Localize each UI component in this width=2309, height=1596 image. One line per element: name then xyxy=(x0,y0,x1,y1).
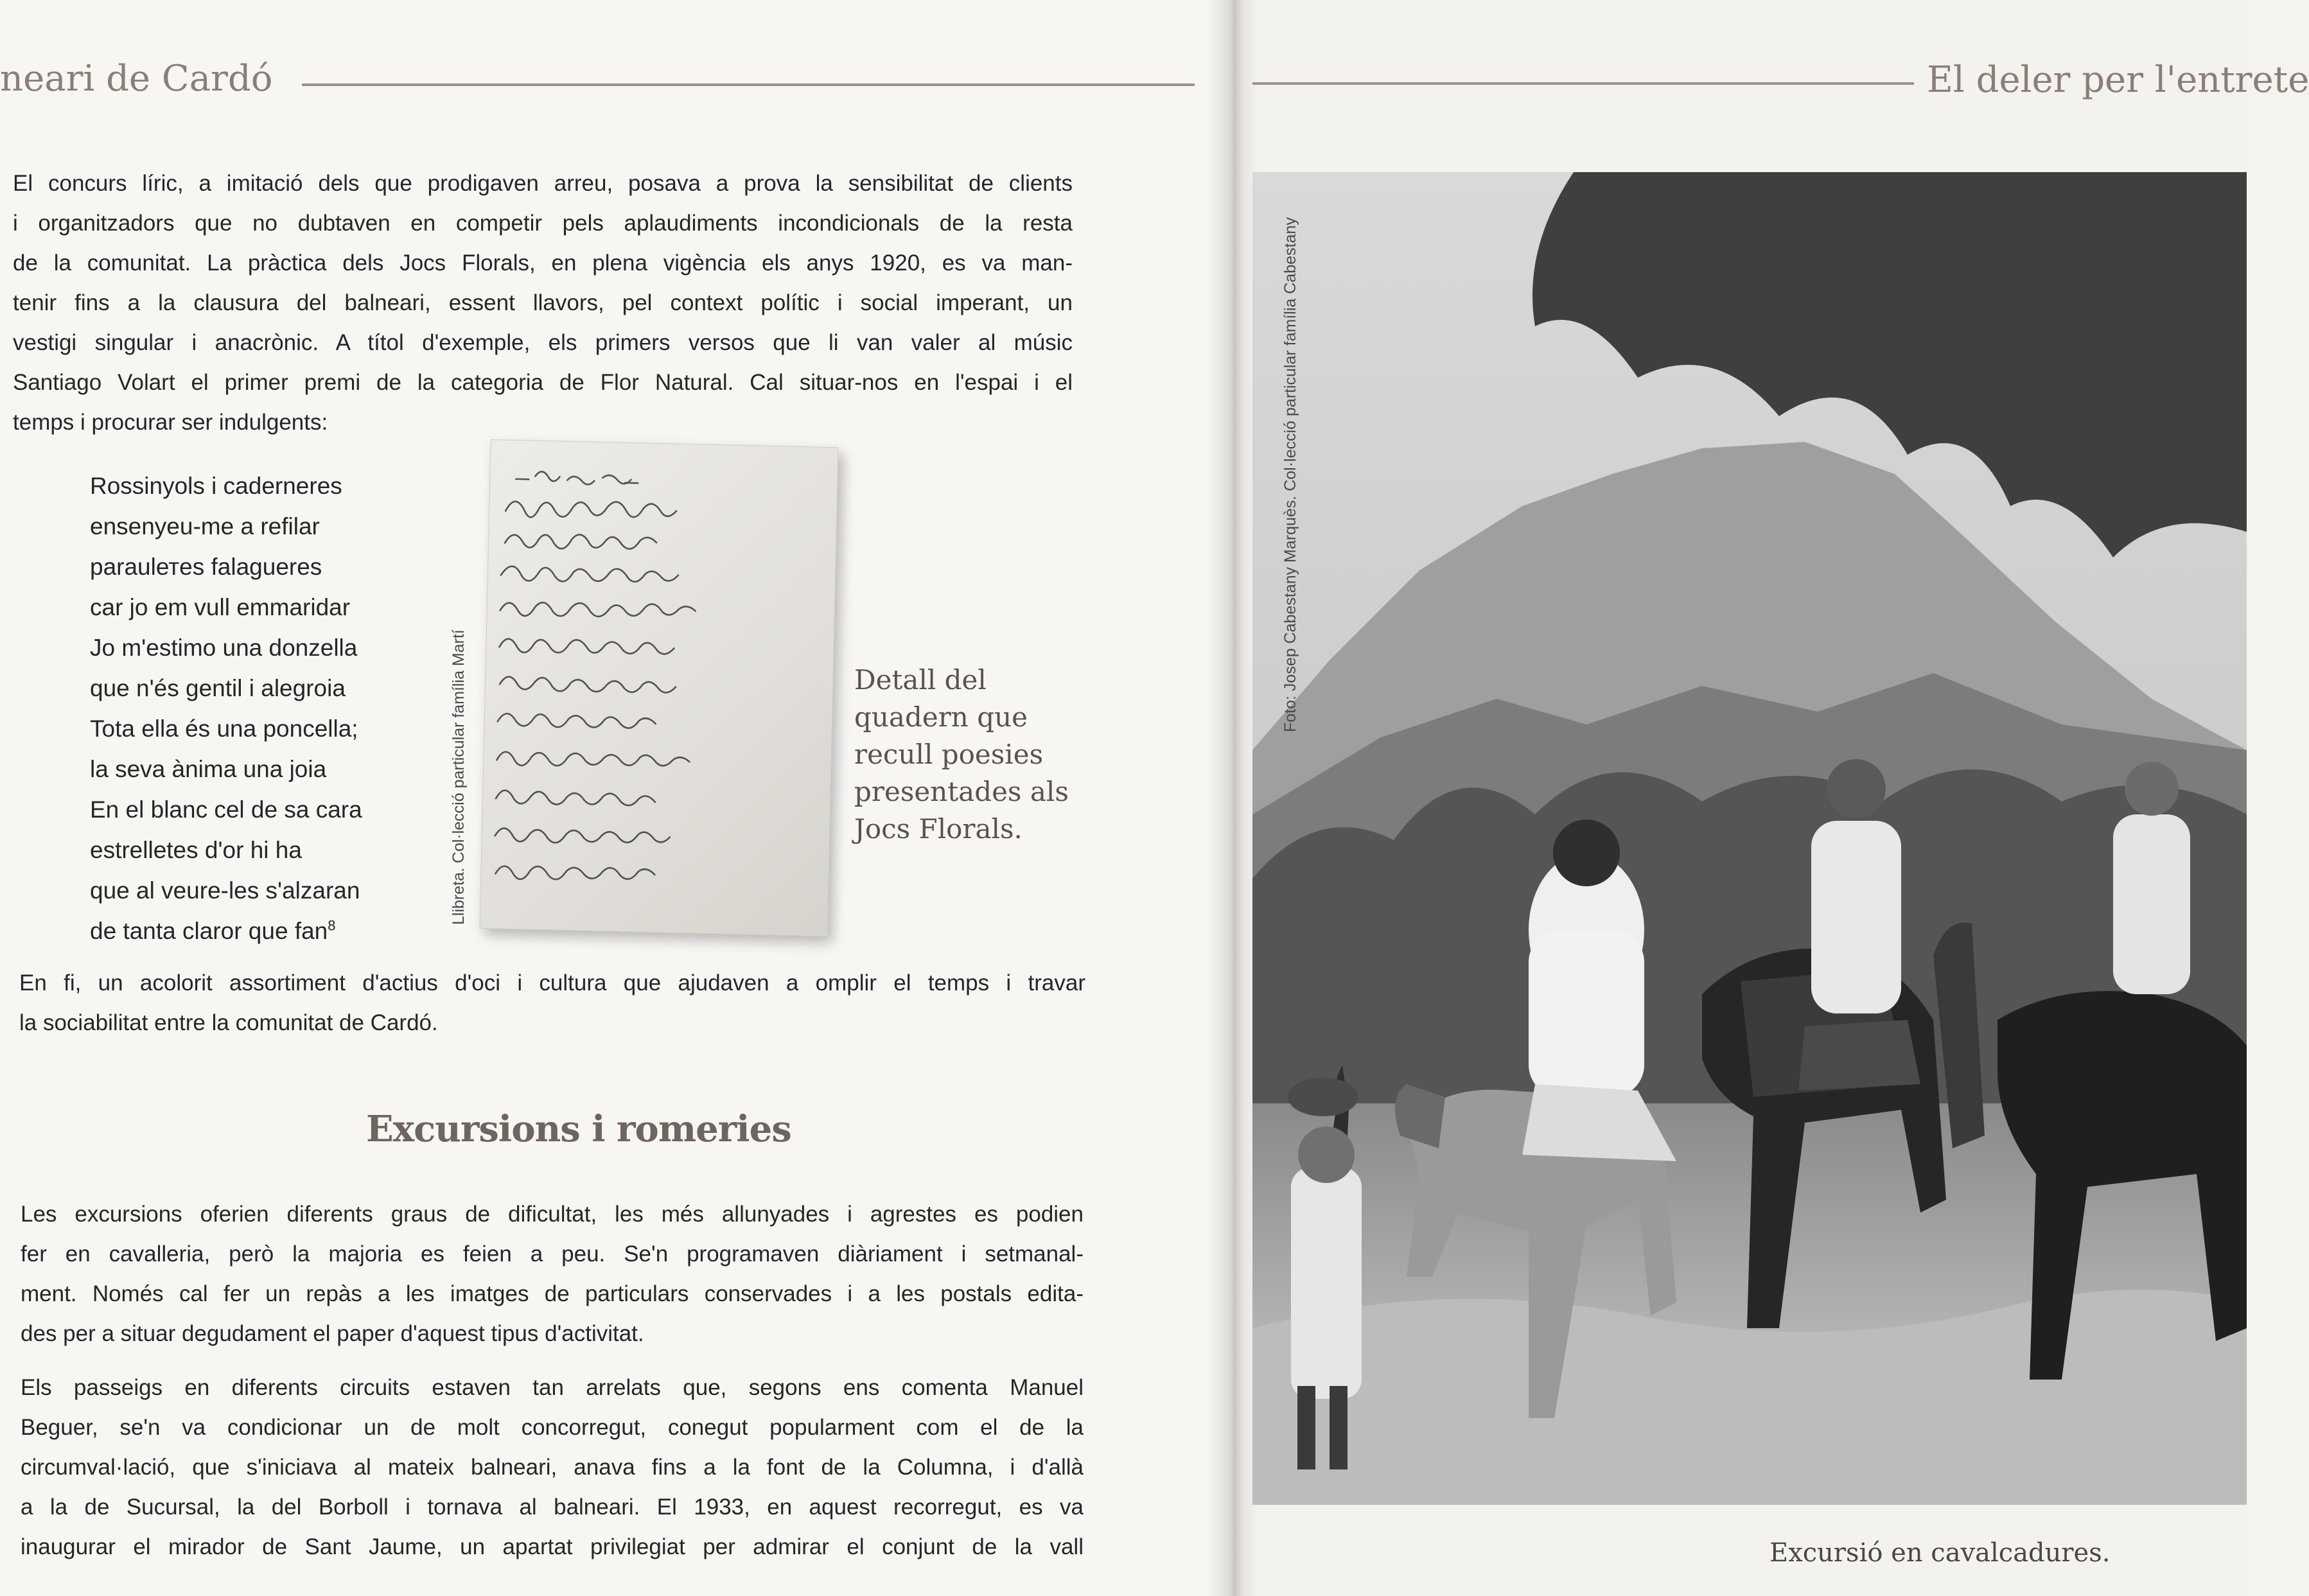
photo-scene xyxy=(1252,172,2247,1505)
caption-line: Jocs Florals. xyxy=(854,813,1023,845)
paragraph-passeigs xyxy=(21,1368,1084,1567)
text-line: temps i procurar ser indulgents: xyxy=(13,410,328,435)
poem-line: Rossinyols i caderneres xyxy=(90,473,342,499)
text-line: la sociabilitat entre la comunitat de Cardó. xyxy=(19,1010,438,1035)
header-rule-right xyxy=(1252,82,1914,85)
poem-line: paraulетes falagueres xyxy=(90,554,322,580)
photo-caption: Excursió en cavalcadures. xyxy=(1769,1538,2111,1568)
caption-line: recull poesies xyxy=(854,739,1044,770)
text-line: a la de Sucursal, la del Borboll i tornava al balneari. El 1933, en aquest recorregut, es va xyxy=(21,1495,1084,1520)
header-rule-left xyxy=(302,83,1195,86)
poem-line: Jo m'estimo una donzella xyxy=(90,635,358,661)
text-line: Les excursions oferien diferents graus de dificultat, les més allunyades i agrestes es podien xyxy=(21,1202,1084,1227)
notebook-photo xyxy=(479,439,838,936)
paragraph-en-fi xyxy=(19,963,1085,1043)
text-line: de la comunitat. La pràctica dels Jocs Florals, en plena vigència els anys 1920, es va man- xyxy=(13,250,1073,276)
notebook-caption xyxy=(854,662,1085,848)
poem-line xyxy=(90,911,362,951)
handwriting-graphic xyxy=(480,440,838,936)
poem-line: estrelletes d'or hi ha xyxy=(90,837,302,863)
text-line: En fi, un acolorit assortiment d'actius d'oci i cultura que ajudaven a omplir el temps i travar xyxy=(19,970,1085,995)
poem-line-text: de tanta claror que fan xyxy=(90,918,328,944)
caption-line: quadern que xyxy=(854,701,1028,733)
notebook-credit: Llibreta. Col·lecció particular família Martí xyxy=(450,629,468,925)
running-head-left: neari de Cardó xyxy=(0,58,273,100)
poem-line: car jo em vull emmaridar xyxy=(90,594,351,620)
poem-line: que n'és gentil i alegroia xyxy=(90,675,346,701)
book-gutter xyxy=(1207,0,1259,1596)
text-line: i organitzadors que no dubtaven en competir pels aplaudiments incondicionals de la resta xyxy=(13,211,1073,236)
poem-verses xyxy=(90,466,362,951)
text-line: des per a situar degudament el paper d'aquest tipus d'activitat. xyxy=(21,1321,644,1346)
text-line: tenir fins a la clausura del balneari, essent llavors, pel context polític i social imperant, un xyxy=(13,290,1073,315)
section-title: Excursions i romeries xyxy=(366,1108,791,1150)
caption-line: presentades als xyxy=(854,776,1069,807)
excursion-photo xyxy=(1252,172,2247,1505)
photo-credit: Foto: Josep Cabestany Marquès. Col·lecció particular família Cabestany xyxy=(1281,217,1299,732)
poem-line: En el blanc cel de sa cara xyxy=(90,796,362,823)
paragraph-concurs-liric xyxy=(13,164,1073,443)
text-line: inaugurar el mirador de Sant Jaume, un apartat privilegiat per admirar el conjunt de la vall xyxy=(21,1534,1084,1559)
text-line: Els passeigs en diferents circuits estaven tan arrelats que, segons ens comenta Manuel xyxy=(21,1375,1084,1400)
text-line: circumval·lació, que s'iniciava al mateix balneari, anava fins a la font de la Columna, i d'allà xyxy=(21,1455,1084,1480)
footnote-marker: 8 xyxy=(328,917,336,934)
text-line: ment. Només cal fer un repàs a les imatges de particulars conservades i a les postals edita- xyxy=(21,1281,1084,1306)
poem-line: la seva ànima una joia xyxy=(90,756,327,782)
text-line: vestigi singular i anacrònic. A títol d'exemple, els primers versos que li van valer al músic xyxy=(13,330,1073,355)
paragraph-excursions xyxy=(21,1195,1084,1354)
text-line: Beguer, se'n va condicionar un de molt concorregut, conegut popularment com el de la xyxy=(21,1415,1084,1440)
running-head-right: El deler per l'entrete xyxy=(1927,59,2309,101)
caption-line: Detall del xyxy=(854,664,987,696)
poem-line: Tota ella és una poncella; xyxy=(90,715,358,742)
poem-line: que al veure-les s'alzaran xyxy=(90,877,360,904)
text-line: fer en cavalleria, però la majoria es feien a peu. Se'n programaven diàriament i setmanal- xyxy=(21,1241,1084,1267)
poem-line: ensenyeu-me a refilar xyxy=(90,513,320,539)
text-line: El concurs líric, a imitació dels que prodigaven arreu, posava a prova la sensibilitat de clients xyxy=(13,171,1073,196)
text-line: Santiago Volart el primer premi de la categoria de Flor Natural. Cal situar-nos en l'espai i el xyxy=(13,370,1073,395)
